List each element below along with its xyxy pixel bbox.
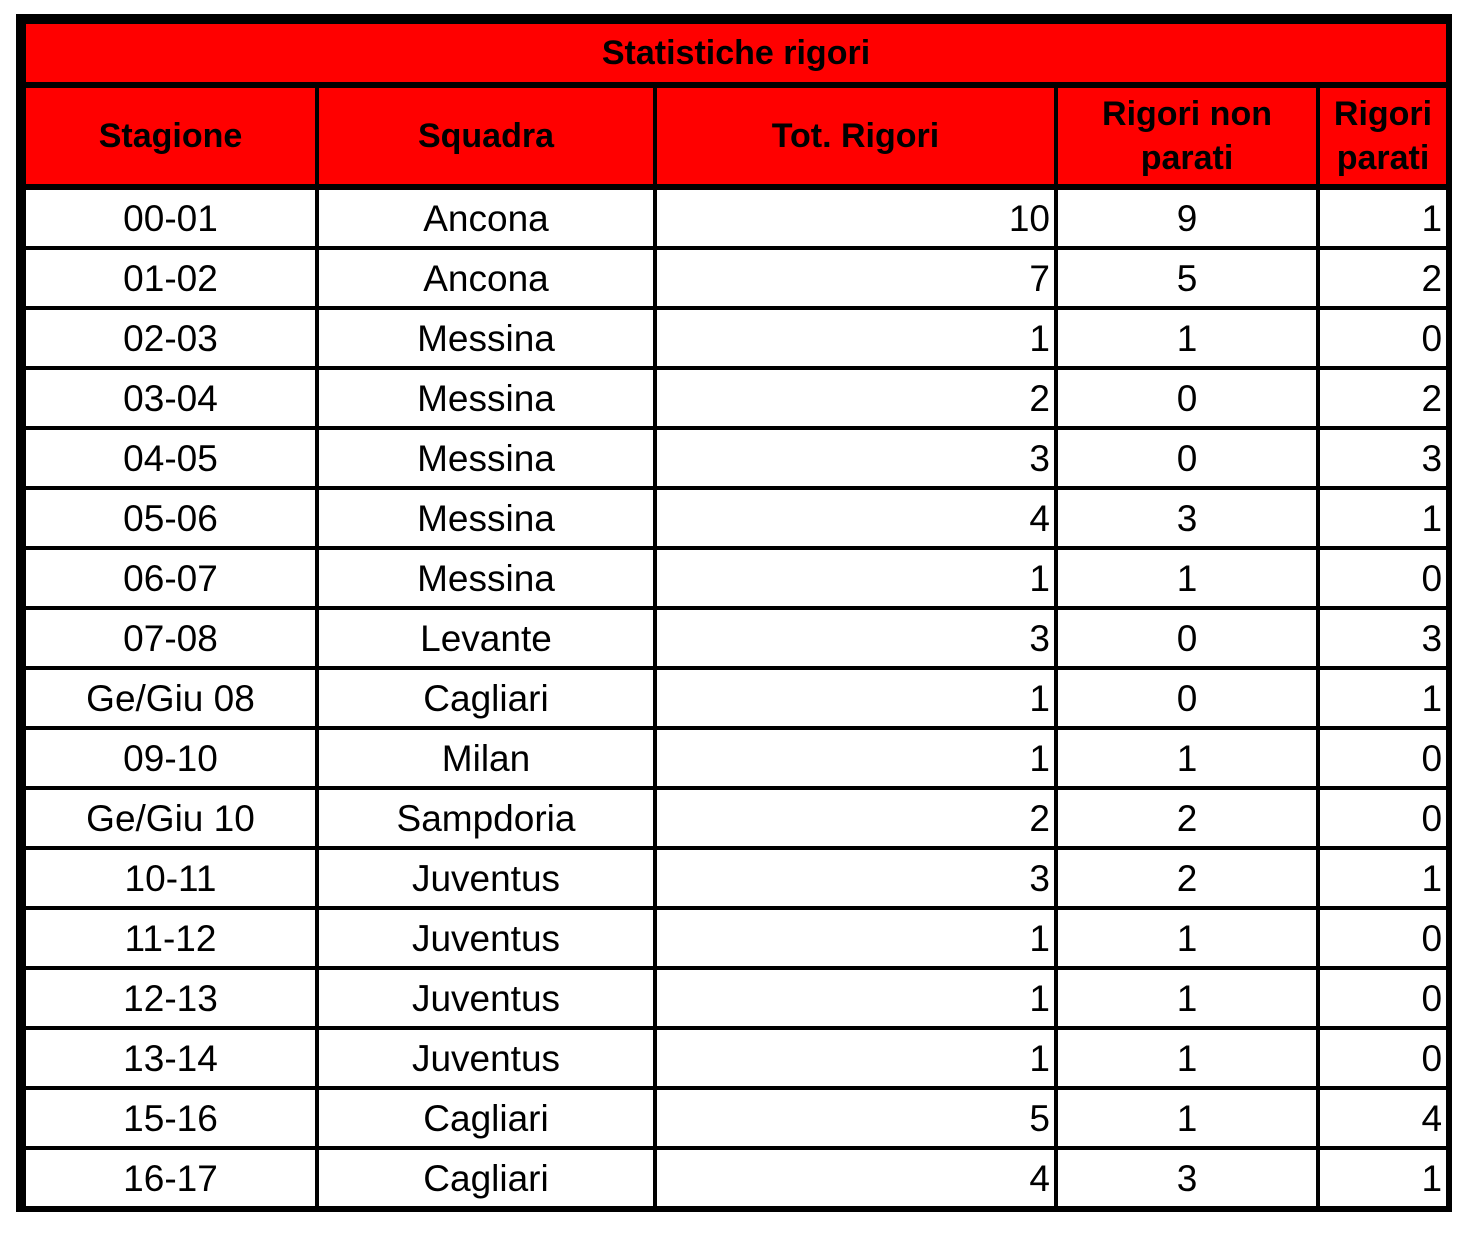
table-row <box>24 548 1448 608</box>
table-row <box>24 908 1448 968</box>
cell-squadra: Ancona <box>317 248 655 308</box>
table-body <box>24 187 1448 1208</box>
cell-squadra: Messina <box>317 308 655 368</box>
cell-squadra: Levante <box>317 608 655 668</box>
cell-stagione: 13-14 <box>24 1028 317 1088</box>
cell-squadra: Milan <box>317 728 655 788</box>
cell-tot-rigori: 2 <box>655 368 1056 428</box>
cell-rigori-non-parati: 3 <box>1056 1148 1318 1208</box>
cell-rigori-parati: 1 <box>1318 488 1448 548</box>
cell-stagione: Ge/Giu 10 <box>24 788 317 848</box>
cell-stagione: 06-07 <box>24 548 317 608</box>
cell-stagione: 07-08 <box>24 608 317 668</box>
cell-tot-rigori: 1 <box>655 548 1056 608</box>
table-row <box>24 488 1448 548</box>
cell-tot-rigori: 4 <box>655 488 1056 548</box>
cell-rigori-parati: 0 <box>1318 548 1448 608</box>
cell-squadra: Messina <box>317 488 655 548</box>
cell-tot-rigori: 2 <box>655 788 1056 848</box>
table-row <box>24 608 1448 668</box>
cell-squadra: Juventus <box>317 908 655 968</box>
cell-tot-rigori: 1 <box>655 968 1056 1028</box>
cell-stagione: 02-03 <box>24 308 317 368</box>
header-row <box>24 85 1448 187</box>
cell-rigori-non-parati: 0 <box>1056 368 1318 428</box>
cell-rigori-parati: 2 <box>1318 248 1448 308</box>
cell-rigori-non-parati: 1 <box>1056 548 1318 608</box>
cell-stagione: 12-13 <box>24 968 317 1028</box>
table-row <box>24 848 1448 908</box>
cell-rigori-non-parati: 0 <box>1056 668 1318 728</box>
cell-rigori-parati: 0 <box>1318 728 1448 788</box>
table-row <box>24 788 1448 848</box>
table-row <box>24 428 1448 488</box>
column-header-squadra: Squadra <box>317 85 655 187</box>
cell-rigori-non-parati: 1 <box>1056 968 1318 1028</box>
cell-squadra: Cagliari <box>317 1088 655 1148</box>
cell-squadra: Juventus <box>317 848 655 908</box>
cell-rigori-non-parati: 9 <box>1056 187 1318 248</box>
table-row <box>24 968 1448 1028</box>
title-row <box>24 22 1448 85</box>
cell-rigori-parati: 4 <box>1318 1088 1448 1148</box>
cell-rigori-non-parati: 1 <box>1056 1028 1318 1088</box>
table-row <box>24 368 1448 428</box>
cell-stagione: 09-10 <box>24 728 317 788</box>
cell-squadra: Sampdoria <box>317 788 655 848</box>
cell-stagione: 16-17 <box>24 1148 317 1208</box>
cell-rigori-parati: 0 <box>1318 968 1448 1028</box>
table-row <box>24 668 1448 728</box>
cell-stagione: 01-02 <box>24 248 317 308</box>
cell-rigori-non-parati: 5 <box>1056 248 1318 308</box>
cell-squadra: Ancona <box>317 187 655 248</box>
table-row <box>24 187 1448 248</box>
cell-rigori-parati: 3 <box>1318 428 1448 488</box>
cell-stagione: 11-12 <box>24 908 317 968</box>
cell-rigori-parati: 1 <box>1318 848 1448 908</box>
cell-squadra: Juventus <box>317 1028 655 1088</box>
cell-rigori-parati: 0 <box>1318 788 1448 848</box>
cell-stagione: 04-05 <box>24 428 317 488</box>
column-header-rigori-non-parati: Rigori non parati <box>1056 85 1318 187</box>
penalty-stats-table <box>22 20 1450 1210</box>
cell-rigori-non-parati: 3 <box>1056 488 1318 548</box>
cell-tot-rigori: 5 <box>655 1088 1056 1148</box>
cell-tot-rigori: 3 <box>655 608 1056 668</box>
cell-rigori-parati: 1 <box>1318 668 1448 728</box>
cell-tot-rigori: 4 <box>655 1148 1056 1208</box>
cell-rigori-non-parati: 1 <box>1056 308 1318 368</box>
column-header-stagione: Stagione <box>24 85 317 187</box>
cell-rigori-non-parati: 1 <box>1056 728 1318 788</box>
cell-rigori-parati: 2 <box>1318 368 1448 428</box>
cell-rigori-non-parati: 2 <box>1056 848 1318 908</box>
cell-tot-rigori: 7 <box>655 248 1056 308</box>
cell-tot-rigori: 1 <box>655 908 1056 968</box>
penalty-stats-sheet <box>16 14 1452 1212</box>
cell-squadra: Cagliari <box>317 668 655 728</box>
table-row <box>24 1088 1448 1148</box>
table-row <box>24 1148 1448 1208</box>
cell-squadra: Messina <box>317 548 655 608</box>
cell-squadra: Messina <box>317 368 655 428</box>
cell-rigori-parati: 1 <box>1318 1148 1448 1208</box>
cell-tot-rigori: 1 <box>655 308 1056 368</box>
cell-rigori-parati: 0 <box>1318 908 1448 968</box>
table-row <box>24 308 1448 368</box>
cell-tot-rigori: 1 <box>655 728 1056 788</box>
cell-tot-rigori: 1 <box>655 668 1056 728</box>
cell-squadra: Messina <box>317 428 655 488</box>
cell-squadra: Juventus <box>317 968 655 1028</box>
cell-stagione: 05-06 <box>24 488 317 548</box>
cell-squadra: Cagliari <box>317 1148 655 1208</box>
cell-stagione: 03-04 <box>24 368 317 428</box>
cell-tot-rigori: 3 <box>655 848 1056 908</box>
cell-rigori-non-parati: 0 <box>1056 608 1318 668</box>
cell-tot-rigori: 10 <box>655 187 1056 248</box>
column-header-rigori-parati: Rigori parati <box>1318 85 1448 187</box>
cell-rigori-parati: 1 <box>1318 187 1448 248</box>
cell-stagione: 00-01 <box>24 187 317 248</box>
cell-rigori-non-parati: 1 <box>1056 1088 1318 1148</box>
cell-stagione: Ge/Giu 08 <box>24 668 317 728</box>
cell-stagione: 10-11 <box>24 848 317 908</box>
cell-stagione: 15-16 <box>24 1088 317 1148</box>
cell-rigori-non-parati: 0 <box>1056 428 1318 488</box>
cell-rigori-parati: 0 <box>1318 1028 1448 1088</box>
cell-tot-rigori: 3 <box>655 428 1056 488</box>
column-header-tot-rigori: Tot. Rigori <box>655 85 1056 187</box>
cell-rigori-non-parati: 1 <box>1056 908 1318 968</box>
table-row <box>24 1028 1448 1088</box>
cell-rigori-parati: 0 <box>1318 308 1448 368</box>
cell-rigori-parati: 3 <box>1318 608 1448 668</box>
table-row <box>24 728 1448 788</box>
cell-rigori-non-parati: 2 <box>1056 788 1318 848</box>
cell-tot-rigori: 1 <box>655 1028 1056 1088</box>
table-title: Statistiche rigori <box>24 22 1448 85</box>
table-row <box>24 248 1448 308</box>
